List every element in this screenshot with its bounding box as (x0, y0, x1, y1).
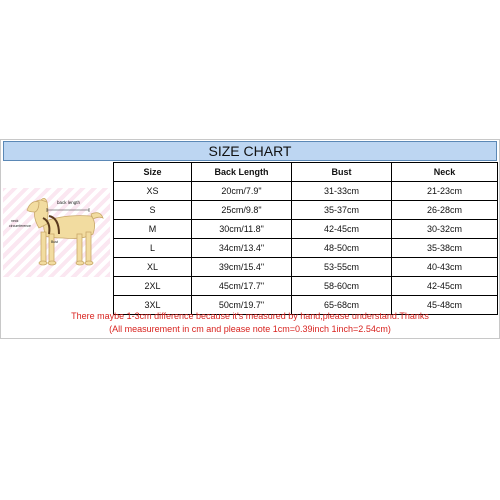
table-row (114, 201, 498, 220)
cell-back-length: 25cm/9.8" (192, 201, 292, 220)
chart-title: SIZE CHART (3, 141, 497, 161)
cell-back-length: 34cm/13.4" (192, 239, 292, 258)
conversion-note: (All measurement in cm and please note 1cm=0.39inch 1inch=2.54cm) (109, 324, 391, 334)
back-length-label: back length (57, 200, 81, 205)
table-row (114, 277, 498, 296)
bust-label: Bust (51, 240, 59, 244)
cell-back-length: 45cm/17.7" (192, 277, 292, 296)
cell-neck: 45-48cm (392, 296, 498, 315)
header-size: Size (114, 163, 192, 182)
back-length-arrow (47, 208, 89, 212)
cell-neck: 21-23cm (392, 182, 498, 201)
cell-bust: 42-45cm (292, 220, 392, 239)
table-row (114, 239, 498, 258)
header-neck: Neck (392, 163, 498, 182)
table-row (114, 182, 498, 201)
cell-back-length: 20cm/7.9" (192, 182, 292, 201)
cell-size: S (114, 201, 192, 220)
cell-back-length: 30cm/11.8" (192, 220, 292, 239)
table-row (114, 258, 498, 277)
cell-neck: 26-28cm (392, 201, 498, 220)
cell-size: XS (114, 182, 192, 201)
table-row (114, 220, 498, 239)
cell-size: L (114, 239, 192, 258)
header-bust: Bust (292, 163, 392, 182)
cell-bust: 31-33cm (292, 182, 392, 201)
size-table (113, 162, 498, 315)
cell-size: M (114, 220, 192, 239)
cell-neck: 30-32cm (392, 220, 498, 239)
cell-back-length: 50cm/19.7" (192, 296, 292, 315)
cell-bust: 53-55cm (292, 258, 392, 277)
cell-bust: 58-60cm (292, 277, 392, 296)
cell-size: XL (114, 258, 192, 277)
cell-bust: 48-50cm (292, 239, 392, 258)
neck-label-line1: neck (11, 219, 19, 223)
header-back-length: Back Length (192, 163, 292, 182)
cell-neck: 35-38cm (392, 239, 498, 258)
cell-bust: 35-37cm (292, 201, 392, 220)
dog-illustration (27, 198, 103, 265)
cell-size: 3XL (114, 296, 192, 315)
neck-label-line2: circumference (9, 224, 31, 228)
cell-size: 2XL (114, 277, 192, 296)
measurement-note: There maybe 1-3cm difference because it's measured by hand,please understand.Thanks (71, 311, 429, 321)
dog-measurement-diagram (3, 188, 110, 277)
cell-back-length: 39cm/15.4" (192, 258, 292, 277)
cell-neck: 40-43cm (392, 258, 498, 277)
cell-bust: 65-68cm (292, 296, 392, 315)
table-header-row (114, 163, 498, 182)
cell-neck: 42-45cm (392, 277, 498, 296)
